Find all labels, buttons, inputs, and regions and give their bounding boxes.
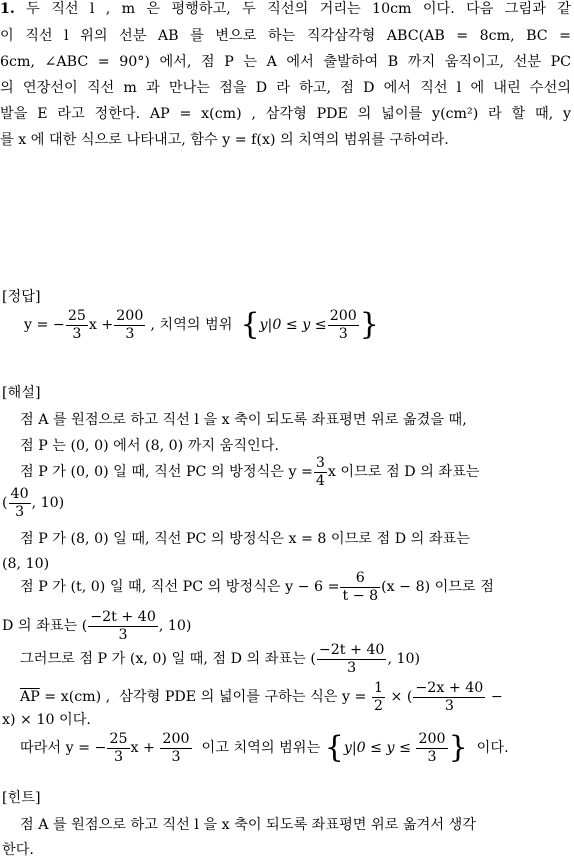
- fraction: $\frac{3}{4}$: [315, 454, 325, 489]
- problem-line-3: 6cm, ∠ABC = 90°) 에서, 점 P 는 A 에서 출발하여 B 까지 움직이고, 선분 PC: [0, 54, 571, 70]
- fraction: $\frac{200}{3}$: [329, 307, 357, 342]
- hint-line-1: 점 A 를 원점으로 하고 직선 l 을 x 축이 되도록 좌표평면 위로 옮겨서 생각: [20, 817, 476, 833]
- explanation-line-6: (8, 10): [2, 556, 50, 572]
- fraction: $\frac{40}{3}$: [10, 485, 29, 520]
- explanation-heading: [해설]: [2, 385, 41, 401]
- explanation-line-2: 점 P 는 (0, 0) 에서 (8, 0) 까지 움직인다.: [20, 438, 279, 454]
- explanation-line-1: 점 A 를 원점으로 하고 직선 l 을 x 축이 되도록 좌표평면 위로 옮겼을 때,: [20, 412, 467, 428]
- problem-line-2: 이 직선 l 위의 선분 AB 를 변으로 하는 직각삼각형 ABC(AB = 8cm, BC =: [0, 28, 571, 44]
- fraction: $\frac{-2t + 40}{3}$: [90, 608, 156, 643]
- explanation-line-8: D 의 좌표는 ( $\frac{-2t + 40}{3}$ , 10): [2, 608, 192, 643]
- explanation-line-12: 따라서 y = − $\frac{25}{3}$ x + $\frac{200}{3}$ 이고 치역의 범위는 { y|0 ≤ y ≤ $\frac{200}{3}$ } 이다.: [20, 730, 509, 765]
- problem-line-1: 1. 두 직선 l , m 은 평행하고, 두 직선의 거리는 10cm 이다. 다음 그림과 같: [0, 1, 571, 17]
- problem-number: 1.: [0, 1, 15, 17]
- fraction: $\frac{25}{3}$: [67, 307, 86, 342]
- fraction: $\frac{25}{3}$: [109, 730, 128, 765]
- fraction: $\frac{6}{t - 8}$: [342, 569, 379, 604]
- fraction: $\frac{-2t + 40}{3}$: [318, 641, 385, 676]
- hint-heading: [힌트]: [2, 790, 41, 806]
- explanation-line-11: x) × 10 이다.: [2, 712, 91, 728]
- fraction: $\frac{200}{3}$: [418, 730, 446, 765]
- explanation-line-9: 그러므로 점 P 가 (x, 0) 일 때, 점 D 의 좌표는 ( $\frac{-2t + 40}{3}$ , 10): [20, 641, 421, 676]
- explanation-line-4: ( $\frac{40}{3}$ , 10): [2, 485, 65, 520]
- hint-line-2: 한다.: [2, 842, 34, 858]
- problem-line-5: 발을 E 라고 정한다. AP = x(cm) , 삼각형 PDE 의 넓이를 y(cm²) 라 할 때, y: [0, 106, 571, 122]
- explanation-line-7: 점 P 가 (t, 0) 일 때, 직선 PC 의 방정식은 y − 6 = $\frac{6}{t - 8}$ (x − 8) 이므로 점: [20, 569, 494, 604]
- explanation-line-3: 점 P 가 (0, 0) 일 때, 직선 PC 의 방정식은 y = $\frac{3}{4}$ x 이므로 점 D 의 좌표는: [20, 454, 480, 489]
- problem-line-4: 의 연장선이 직선 m 과 만나는 점을 D 라 하고, 점 D 에서 직선 l 에 내린 수선의: [0, 80, 571, 96]
- problem-line-6: 를 x 에 대한 식으로 나타내고, 함수 y = f(x) 의 치역의 범위를 구하여라.: [0, 132, 449, 148]
- fraction: $\frac{200}{3}$: [162, 730, 190, 765]
- answer-equation: y = − $\frac{25}{3}$ x + $\frac{200}{3}$ , 치역의 범위 { y|0 ≤ y ≤ $\frac{200}{3}$ }: [24, 307, 379, 342]
- answer-heading: [정답]: [2, 289, 41, 305]
- fraction: $\frac{200}{3}$: [116, 307, 144, 342]
- explanation-line-5: 점 P 가 (8, 0) 일 때, 직선 PC 의 방정식은 x = 8 이므로 점 D 의 좌표는: [20, 531, 470, 547]
- fraction: $\frac{-2x + 40}{3}$: [415, 679, 484, 714]
- explanation-line-10: $\overline{AP}$ = x(cm) , 삼각형 PDE 의 넓이를 구하는 식은 y = $\frac{1}{2}$ × ( $\frac{-2x + 40}{3}$ −: [20, 679, 503, 714]
- fraction: $\frac{1}{2}$: [373, 679, 383, 714]
